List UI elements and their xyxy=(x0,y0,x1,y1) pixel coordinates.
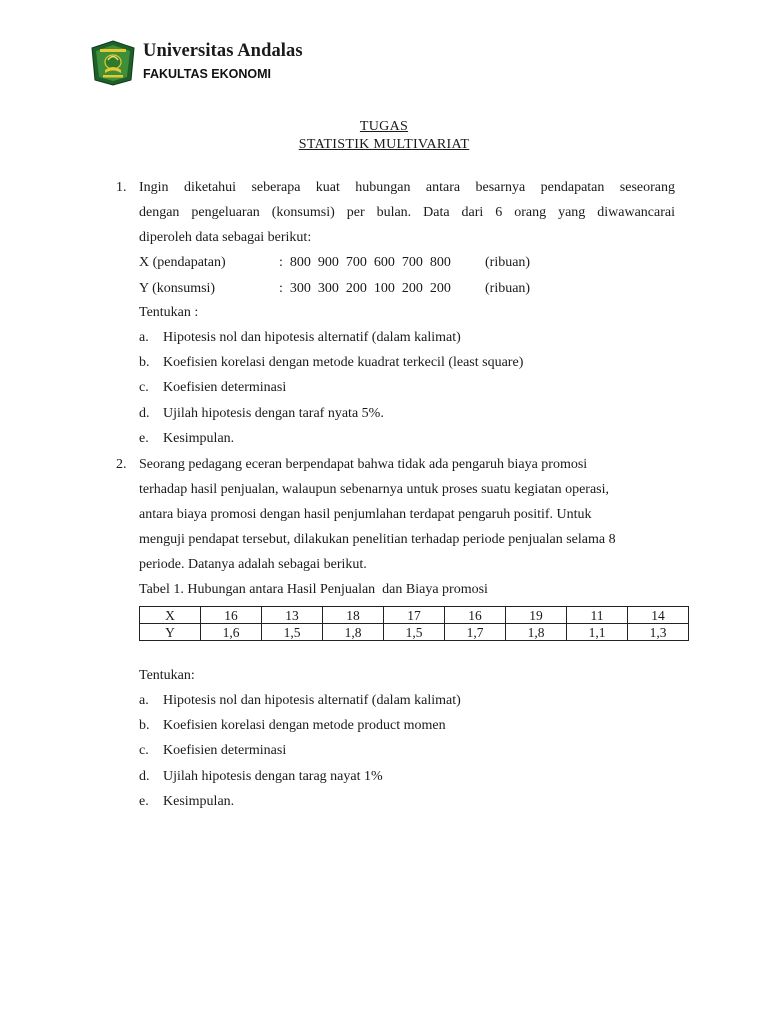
table-row xyxy=(140,607,689,624)
q1-item-text: Hipotesis nol dan hipotesis alternatif (dalam kalimat) xyxy=(163,330,461,345)
q2-item-letter: d. xyxy=(139,769,150,784)
doc-subtitle: STATISTIK MULTIVARIAT xyxy=(298,137,470,152)
table-cell: X xyxy=(140,607,201,624)
table-cell: 17 xyxy=(384,607,445,624)
q2-tentukan: Tentukan: xyxy=(139,668,195,683)
table-cell: 1,6 xyxy=(201,624,262,641)
q1-item-letter: a. xyxy=(139,330,149,345)
table-row xyxy=(140,624,689,641)
q2-line-5: periode. Datanya adalah sebagai berikut. xyxy=(139,557,367,572)
table-cell: 1,3 xyxy=(628,624,689,641)
table-cell: 16 xyxy=(445,607,506,624)
q1-intro-line-1: Ingin diketahui seberapa kuat hubungan antara besarnya pendapatan seseorang xyxy=(139,180,675,195)
university-name: Universitas Andalas xyxy=(143,41,303,61)
table-caption: Tabel 1. Hubungan antara Hasil Penjualan dan Biaya promosi xyxy=(139,582,488,597)
table-cell: 18 xyxy=(323,607,384,624)
q1-y-label: Y (konsumsi) xyxy=(139,281,216,296)
q1-item-letter: d. xyxy=(139,406,150,421)
q1-x-label: X (pendapatan) xyxy=(139,255,226,270)
table-cell: 14 xyxy=(628,607,689,624)
data-table xyxy=(139,606,689,641)
table-cell: Y xyxy=(140,624,201,641)
q1-intro-line-3: diperoleh data sebagai berikut: xyxy=(139,230,312,245)
q1-item-text: Koefisien determinasi xyxy=(163,380,287,395)
q2-item-text: Koefisien korelasi dengan metode product momen xyxy=(163,718,446,733)
table-cell: 13 xyxy=(262,607,323,624)
q2-item-text: Ujilah hipotesis dengan tarag nayat 1% xyxy=(163,769,383,784)
q1-item-text: Ujilah hipotesis dengan taraf nyata 5%. xyxy=(163,406,384,421)
university-seal-icon xyxy=(91,40,135,86)
table-cell: 1,7 xyxy=(445,624,506,641)
q1-y-unit: (ribuan) xyxy=(485,281,531,296)
table-cell: 1,5 xyxy=(262,624,323,641)
table-cell: 19 xyxy=(506,607,567,624)
table-cell: 1,8 xyxy=(323,624,384,641)
q2-item-text: Hipotesis nol dan hipotesis alternatif (dalam kalimat) xyxy=(163,693,461,708)
table-cell: 16 xyxy=(201,607,262,624)
q2-number: 2. xyxy=(116,457,127,472)
table-cell: 11 xyxy=(567,607,628,624)
faculty-name: FAKULTAS EKONOMI xyxy=(143,67,272,81)
table-cell: 1,8 xyxy=(506,624,567,641)
q1-x-values: : 800 900 700 600 700 800 xyxy=(279,255,451,270)
q2-line-2: terhadap hasil penjualan, walaupun sebenarnya untuk proses suatu kegiatan operasi, xyxy=(139,482,610,497)
q2-line-1: Seorang pedagang eceran berpendapat bahwa tidak ada pengaruh biaya promosi xyxy=(139,457,588,472)
q1-x-unit: (ribuan) xyxy=(485,255,531,270)
q1-y-values: : 300 300 200 100 200 200 xyxy=(279,281,451,296)
q1-intro-line-2: dengan pengeluaran (konsumsi) per bulan. Data dari 6 orang yang diwawancarai xyxy=(139,205,675,220)
q2-item-letter: a. xyxy=(139,693,149,708)
q1-number: 1. xyxy=(116,180,127,195)
q2-item-letter: b. xyxy=(139,718,150,733)
q1-item-letter: b. xyxy=(139,355,150,370)
q1-item-letter: e. xyxy=(139,431,149,446)
q2-line-3: antara biaya promosi dengan hasil penjumlahan terdapat pengaruh positif. Untuk xyxy=(139,507,592,522)
q2-item-letter: c. xyxy=(139,743,149,758)
table-cell: 1,1 xyxy=(567,624,628,641)
q2-line-4: menguji pendapat tersebut, dilakukan penelitian terhadap periode penjualan selama 8 xyxy=(139,532,616,547)
q1-item-text: Kesimpulan. xyxy=(163,431,235,446)
q2-item-letter: e. xyxy=(139,794,149,809)
q1-item-letter: c. xyxy=(139,380,149,395)
table-cell: 1,5 xyxy=(384,624,445,641)
q1-item-text: Koefisien korelasi dengan metode kuadrat terkecil (least square) xyxy=(163,355,524,370)
q1-tentukan: Tentukan : xyxy=(139,305,199,320)
doc-title: TUGAS xyxy=(359,119,409,134)
q2-item-text: Koefisien determinasi xyxy=(163,743,287,758)
q2-item-text: Kesimpulan. xyxy=(163,794,235,809)
